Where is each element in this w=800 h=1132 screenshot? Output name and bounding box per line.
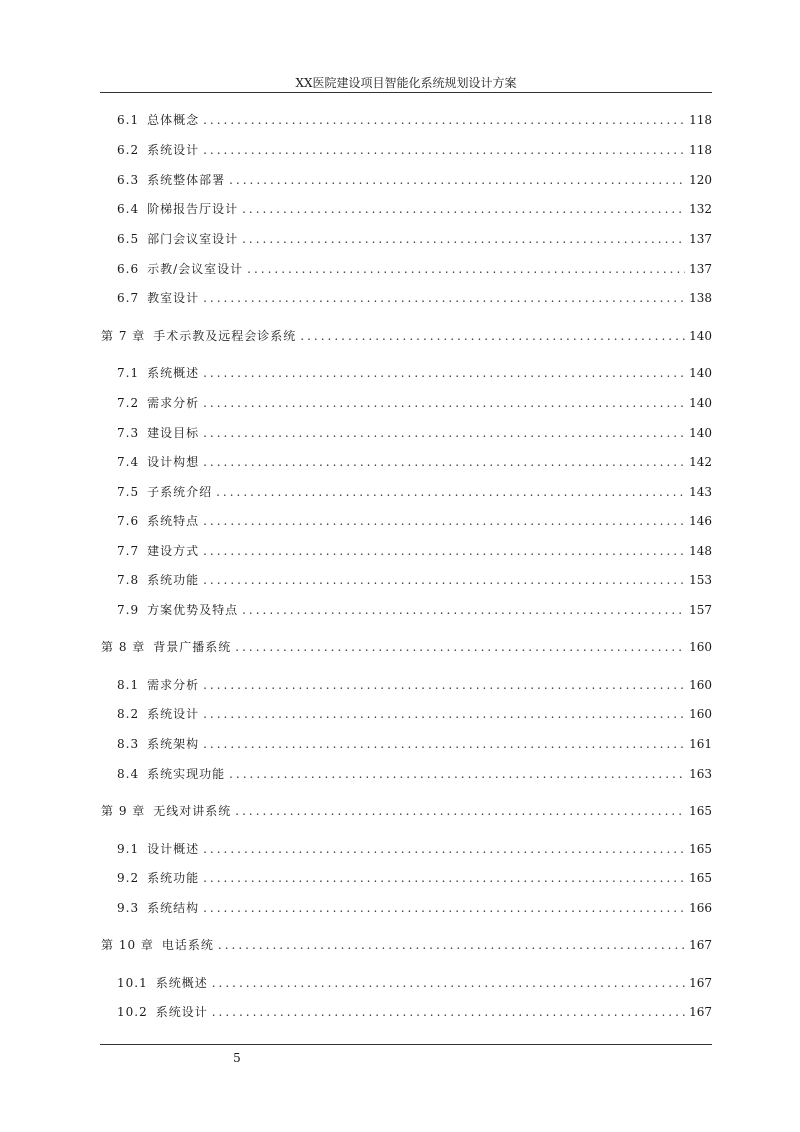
toc-entry-title: 系统架构 (147, 737, 200, 751)
toc-entry-page: 143 (689, 485, 712, 499)
toc-entry-page: 165 (689, 804, 712, 818)
toc-leader-dots (247, 260, 685, 278)
toc-section-entry[interactable] (117, 111, 712, 129)
toc-entry-title: 系统结构 (147, 901, 200, 915)
toc-leader-dots (203, 424, 685, 442)
toc-entry-page: 157 (689, 603, 712, 617)
toc-leader-dots (235, 802, 685, 820)
toc-entry-title: 系统设计 (155, 1005, 208, 1019)
toc-entry-page: 140 (689, 329, 712, 343)
toc-section-entry[interactable] (117, 394, 712, 412)
toc-entry-number: 7.7 (117, 544, 140, 558)
toc-entry-title: 需求分析 (147, 396, 200, 410)
toc-entry-number: 8.3 (117, 737, 140, 751)
toc-entry-number: 8.2 (117, 707, 140, 721)
toc-entry-page: 140 (689, 366, 712, 380)
toc-entry-title: 背景广播系统 (153, 640, 232, 654)
toc-entry-title: 需求分析 (147, 678, 200, 692)
toc-entry-page: 165 (689, 842, 712, 856)
toc-entry-number: 第 9 章 (101, 804, 146, 818)
toc-section-entry[interactable] (117, 705, 712, 723)
toc-entry-title: 系统整体部署 (147, 173, 226, 187)
toc-entry-title: 系统概述 (155, 976, 208, 990)
toc-section-entry[interactable] (117, 171, 712, 189)
toc-entry-number: 第 10 章 (101, 938, 154, 952)
page-number: 5 (233, 1051, 241, 1065)
toc-entry-number: 8.1 (117, 678, 140, 692)
toc-entry-page: 165 (689, 871, 712, 885)
toc-entry-number: 第 8 章 (101, 640, 146, 654)
toc-entry-title: 设计概述 (147, 842, 200, 856)
toc-leader-dots (242, 230, 685, 248)
toc-leader-dots (203, 735, 685, 753)
toc-entry-page: 166 (689, 901, 712, 915)
toc-entry-number: 7.6 (117, 514, 140, 528)
toc-leader-dots (203, 676, 685, 694)
toc-chapter-entry[interactable] (101, 327, 712, 345)
toc-entry-page: 137 (689, 232, 712, 246)
toc-entry-number: 6.2 (117, 143, 140, 157)
toc-section-entry[interactable] (117, 364, 712, 382)
toc-section-entry[interactable] (117, 424, 712, 442)
toc-leader-dots (203, 289, 685, 307)
toc-leader-dots (203, 512, 685, 530)
toc-entry-page: 167 (689, 1005, 712, 1019)
toc-entry-page: 160 (689, 707, 712, 721)
toc-entry-number: 6.6 (117, 262, 140, 276)
toc-entry-title: 部门会议室设计 (147, 232, 239, 246)
toc-section-entry[interactable] (117, 230, 712, 248)
toc-leader-dots (235, 638, 685, 656)
toc-entry-number: 9.3 (117, 901, 140, 915)
toc-entry-title: 建设目标 (147, 426, 200, 440)
toc-leader-dots (203, 869, 685, 887)
toc-entry-number: 10.2 (117, 1005, 148, 1019)
toc-section-entry[interactable] (117, 840, 712, 858)
toc-entry-page: 140 (689, 396, 712, 410)
toc-entry-page: 160 (689, 640, 712, 654)
toc-section-entry[interactable] (117, 735, 712, 753)
toc-leader-dots (218, 936, 685, 954)
toc-entry-page: 140 (689, 426, 712, 440)
toc-entry-number: 7.9 (117, 603, 140, 617)
toc-entry-page: 148 (689, 544, 712, 558)
toc-entry-number: 6.1 (117, 113, 140, 127)
toc-entry-number: 7.3 (117, 426, 140, 440)
toc-section-entry[interactable] (117, 869, 712, 887)
toc-section-entry[interactable] (117, 765, 712, 783)
toc-leader-dots (229, 171, 685, 189)
toc-entry-page: 137 (689, 262, 712, 276)
toc-entry-title: 系统概述 (147, 366, 200, 380)
toc-section-entry[interactable] (117, 571, 712, 589)
toc-chapter-entry[interactable] (101, 802, 712, 820)
toc-section-entry[interactable] (117, 200, 712, 218)
toc-entry-number: 7.2 (117, 396, 140, 410)
running-header: XX医院建设项目智能化系统规划设计方案 (295, 76, 517, 90)
toc-leader-dots (212, 1003, 685, 1021)
toc-leader-dots (203, 705, 685, 723)
toc-entry-title: 系统功能 (147, 871, 200, 885)
toc-entry-page: 163 (689, 767, 712, 781)
toc-entry-title: 系统设计 (147, 143, 200, 157)
toc-section-entry[interactable] (117, 512, 712, 530)
toc-entry-title: 方案优势及特点 (147, 603, 239, 617)
toc-entry-page: 153 (689, 573, 712, 587)
toc-entry-title: 手术示教及远程会诊系统 (153, 329, 297, 343)
toc-entry-title: 教室设计 (147, 291, 200, 305)
toc-section-entry[interactable] (117, 676, 712, 694)
toc-leader-dots (203, 899, 685, 917)
footer-divider (100, 1044, 712, 1045)
toc-entry-page: 120 (689, 173, 712, 187)
toc-entry-title: 电话系统 (161, 938, 214, 952)
toc-entry-number: 10.1 (117, 976, 148, 990)
toc-entry-number: 6.7 (117, 291, 140, 305)
toc-section-entry[interactable] (117, 141, 712, 159)
toc-entry-number: 第 7 章 (101, 329, 146, 343)
toc-leader-dots (203, 840, 685, 858)
toc-section-entry[interactable] (117, 601, 712, 619)
toc-entry-title: 总体概念 (147, 113, 200, 127)
toc-section-entry[interactable] (117, 453, 712, 471)
toc-leader-dots (203, 394, 685, 412)
toc-entry-number: 9.1 (117, 842, 140, 856)
toc-entry-title: 无线对讲系统 (153, 804, 232, 818)
toc-chapter-entry[interactable] (101, 638, 712, 656)
toc-entry-page: 167 (689, 976, 712, 990)
toc-entry-page: 142 (689, 455, 712, 469)
toc-leader-dots (242, 200, 685, 218)
toc-leader-dots (203, 111, 685, 129)
toc-entry-title: 系统特点 (147, 514, 200, 528)
toc-section-entry[interactable] (117, 1003, 712, 1021)
toc-entry-title: 子系统介绍 (147, 485, 213, 499)
toc-entry-number: 7.1 (117, 366, 140, 380)
toc-leader-dots (203, 364, 685, 382)
toc-entry-page: 132 (689, 202, 712, 216)
toc-entry-page: 160 (689, 678, 712, 692)
toc-entry-title: 设计构想 (147, 455, 200, 469)
toc-entry-number: 9.2 (117, 871, 140, 885)
toc-entry-title: 阶梯报告厅设计 (147, 202, 239, 216)
toc-entry-title: 系统功能 (147, 573, 200, 587)
toc-section-entry[interactable] (117, 974, 712, 992)
toc-leader-dots (300, 327, 685, 345)
toc-entry-page: 118 (689, 143, 712, 157)
toc-leader-dots (216, 483, 685, 501)
toc-entry-number: 8.4 (117, 767, 140, 781)
toc-leader-dots (203, 542, 685, 560)
toc-entry-number: 7.4 (117, 455, 140, 469)
toc-leader-dots (229, 765, 685, 783)
toc-entry-title: 建设方式 (147, 544, 200, 558)
toc-section-entry[interactable] (117, 260, 712, 278)
toc-entry-page: 138 (689, 291, 712, 305)
toc-section-entry[interactable] (117, 483, 712, 501)
toc-entry-number: 6.4 (117, 202, 140, 216)
toc-section-entry[interactable] (117, 542, 712, 560)
toc-leader-dots (212, 974, 685, 992)
toc-entry-title: 系统实现功能 (147, 767, 226, 781)
toc-leader-dots (242, 601, 685, 619)
toc-entry-number: 7.8 (117, 573, 140, 587)
toc-section-entry[interactable] (117, 899, 712, 917)
toc-chapter-entry[interactable] (101, 936, 712, 954)
toc-entry-title: 示教/会议室设计 (147, 262, 244, 276)
toc-section-entry[interactable] (117, 289, 712, 307)
toc-entry-number: 6.3 (117, 173, 140, 187)
toc-entry-number: 6.5 (117, 232, 140, 246)
toc-entry-page: 118 (689, 113, 712, 127)
toc-leader-dots (203, 571, 685, 589)
toc-leader-dots (203, 141, 685, 159)
toc-entry-page: 146 (689, 514, 712, 528)
toc-leader-dots (203, 453, 685, 471)
toc-entry-page: 167 (689, 938, 712, 952)
toc-entry-page: 161 (689, 737, 712, 751)
toc-entry-title: 系统设计 (147, 707, 200, 721)
toc-entry-number: 7.5 (117, 485, 140, 499)
